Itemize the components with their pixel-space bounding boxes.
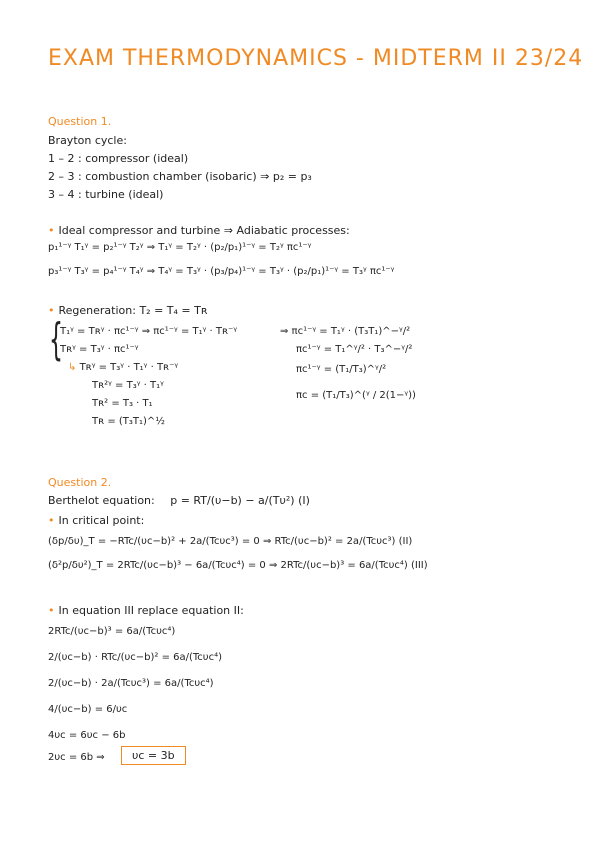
bullet-icon: • <box>48 304 55 317</box>
regen-right-2: πc¹⁻ᵞ = T₁^ᵞ/² · T₃^−ᵞ/² <box>296 344 413 355</box>
derivation-step-1: 2RTc/(υc−b)³ = 6a/(Tcυc⁴) <box>48 626 176 637</box>
regen-left-1: T₁ᵞ = Tʀᵞ · πc¹⁻ᵞ ⇒ πc¹⁻ᵞ = T₁ᵞ · Tʀ⁻ᵞ <box>60 326 238 337</box>
derivation-step-5: 4υc = 6υc − 6b <box>48 730 126 741</box>
adiabatic-eq-1: p₁¹⁻ᵞ T₁ᵞ = p₂¹⁻ᵞ T₂ᵞ ⇒ T₁ᵞ = T₂ᵞ · (p₂/p₁)¹⁻ᵞ = T₂ᵞ πc¹⁻ᵞ <box>48 242 312 253</box>
regen-right-3: πc¹⁻ᵞ = (T₁/T₃)^ᵞ/² <box>296 364 387 375</box>
bullet-icon: • <box>48 604 55 617</box>
regen-left-3: ↳ Tʀᵞ = T₃ᵞ · T₁ᵞ · Tʀ⁻ᵞ <box>68 362 179 373</box>
page-title: EXAM THERMODYNAMICS - MIDTERM II 23/24 <box>48 46 584 71</box>
system-brace: { <box>49 314 63 365</box>
cycle-step-2: 2 – 3 : combustion chamber (isobaric) ⇒ p₂ = p₃ <box>48 170 312 183</box>
regen-left-4: Tʀ²ᵞ = T₃ᵞ · T₁ᵞ <box>92 380 164 391</box>
regen-left-5: Tʀ² = T₃ · T₁ <box>92 398 153 409</box>
derivation-step-3: 2/(υc−b) · 2a/(Tcυc³) = 6a/(Tcυc⁴) <box>48 678 214 689</box>
regen-right-4: πc = (T₁/T₃)^(ᵞ / 2(1−ᵞ)) <box>296 390 416 401</box>
bullet-icon: • <box>48 514 55 527</box>
berthelot-row: Berthelot equation: p = RT/(υ−b) − a/(Tυ²) (I) <box>48 494 310 507</box>
regeneration-heading: • Regeneration: T₂ = T₄ = Tʀ <box>48 304 208 317</box>
cycle-step-3: 3 – 4 : turbine (ideal) <box>48 188 164 201</box>
cycle-step-1: 1 – 2 : compressor (ideal) <box>48 152 189 165</box>
equation-iii: (δ²p/δυ²)_T = 2RTc/(υc−b)³ − 6a/(Tcυc⁴) = 0 ⇒ 2RTc/(υc−b)³ = 6a/(Tcυc⁴) (III) <box>48 560 428 571</box>
adiabatic-heading: • Ideal compressor and turbine ⇒ Adiabatic processes: <box>48 224 350 237</box>
derivation-step-4: 4/(υc−b) = 6/υc <box>48 704 128 715</box>
brayton-label: Brayton cycle: <box>48 134 127 147</box>
final-result-box: υc = 3b <box>121 746 186 765</box>
critical-point-heading: • In critical point: <box>48 514 145 527</box>
regen-left-6: Tʀ = (T₃T₁)^½ <box>92 416 165 427</box>
derivation-step-6: 2υc = 6b ⇒ <box>48 752 105 763</box>
regen-left-2: Tʀᵞ = T₃ᵞ · πc¹⁻ᵞ <box>60 344 139 355</box>
derivation-step-2: 2/(υc−b) · RTc/(υc−b)² = 6a/(Tcυc⁴) <box>48 652 222 663</box>
bullet-icon: • <box>48 224 55 237</box>
adiabatic-eq-2: p₃¹⁻ᵞ T₃ᵞ = p₄¹⁻ᵞ T₄ᵞ ⇒ T₄ᵞ = T₃ᵞ · (p₃/p₄)¹⁻ᵞ = T₃ᵞ · (p₂/p₁)¹⁻ᵞ = T₃ᵞ πc¹⁻ᵞ <box>48 266 395 277</box>
regen-right-1: ⇒ πc¹⁻ᵞ = T₁ᵞ · (T₃T₁)^−ᵞ/² <box>280 326 411 337</box>
question-1-heading: Question 1. <box>48 115 112 128</box>
equation-ii: (δp/δυ)_T = −RTc/(υc−b)² + 2a/(Tcυc³) = 0 ⇒ RTc/(υc−b)² = 2a/(Tcυc³) (II) <box>48 536 413 547</box>
replace-heading: • In equation III replace equation II: <box>48 604 244 617</box>
hook-arrow-icon: ↳ <box>68 362 77 373</box>
question-2-heading: Question 2. <box>48 476 112 489</box>
